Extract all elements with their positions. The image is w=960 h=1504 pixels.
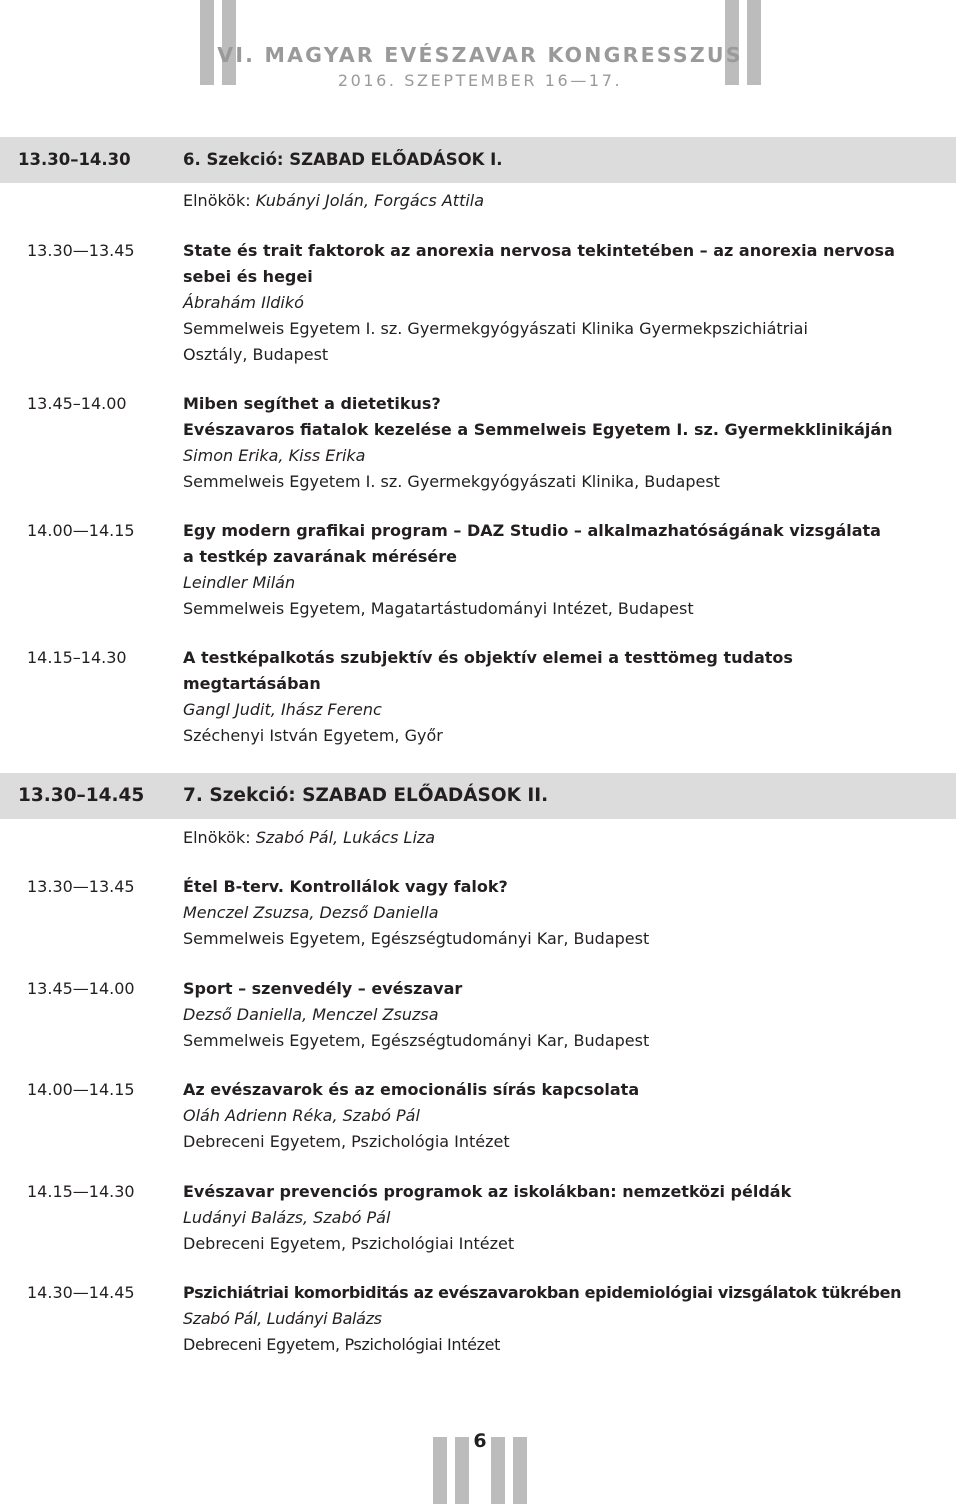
talk-title: sebei és hegei (183, 267, 313, 286)
page-number: 6 (473, 1430, 487, 1452)
chairs-label: Elnökök: (183, 191, 251, 210)
talk-institution: Osztály, Budapest (183, 345, 329, 364)
talk-institution: Debreceni Egyetem, Pszichológiai Intézet (183, 1335, 501, 1354)
talk-time: 13.45–14.00 (27, 394, 127, 413)
talk-title: Pszichiátriai komorbiditás az evészavarokban epidemiológiai vizsgálatok tükrében (183, 1283, 902, 1302)
section-header (0, 137, 956, 183)
congress-date: 2016. SZEPTEMBER 16—17. (337, 71, 623, 90)
talk-institution: Debreceni Egyetem, Pszichológia Intézet (183, 1132, 510, 1151)
talk-title: Evészavaros fiatalok kezelése a Semmelweis Egyetem I. sz. Gyermekklinikáján (183, 420, 893, 439)
talk-time: 13.30—13.45 (27, 877, 135, 896)
talk-title: Miben segíthet a dietetikus? (183, 394, 441, 413)
talk-authors: Ábrahám Ildikó (183, 293, 304, 312)
talk-authors: Ludányi Balázs, Szabó Pál (183, 1208, 391, 1227)
talk-title: megtartásában (183, 674, 321, 693)
talk-title: A testképalkotás szubjektív és objektív elemei a testtömeg tudatos (183, 648, 793, 667)
talk-title: Az evészavarok és az emocionális sírás kapcsolata (183, 1080, 640, 1099)
talk-time: 13.30—13.45 (27, 241, 135, 260)
chairs-label: Elnökök: (183, 828, 251, 847)
talk-authors: Menczel Zsuzsa, Dezső Daniella (183, 903, 439, 922)
talk-institution: Semmelweis Egyetem I. sz. Gyermekgyógyászati Klinika Gyermekpszichiátriai (183, 319, 808, 338)
talk-authors: Gangl Judit, Ihász Ferenc (183, 700, 382, 719)
talk-time: 14.00—14.15 (27, 521, 135, 540)
talk-institution: Semmelweis Egyetem I. sz. Gyermekgyógyászati Klinika, Budapest (183, 472, 720, 491)
talk-title: Egy modern grafikai program – DAZ Studio – alkalmazhatóságának vizsgálata (183, 521, 881, 540)
talk-time: 14.15—14.30 (27, 1182, 135, 1201)
section-time: 13.30–14.45 (18, 785, 145, 806)
section-chairs (183, 825, 435, 851)
section-title: 7. Szekció: SZABAD ELŐADÁSOK II. (183, 785, 549, 806)
talk-authors: Szabó Pál, Ludányi Balázs (183, 1309, 382, 1328)
talk-authors: Dezső Daniella, Menczel Zsuzsa (183, 1005, 439, 1024)
page-header (0, 42, 960, 92)
talk-time: 14.00—14.15 (27, 1080, 135, 1099)
talk-time: 14.30—14.45 (27, 1283, 135, 1302)
talk-title: a testkép zavarának mérésére (183, 547, 457, 566)
talk-time: 13.45—14.00 (27, 979, 135, 998)
talk-title: State és trait faktorok az anorexia nervosa tekintetében – az anorexia nervosa (183, 241, 895, 260)
chairs-names: Szabó Pál, Lukács Liza (255, 828, 436, 847)
talk-title: Étel B-terv. Kontrollálok vagy falok? (183, 877, 508, 896)
section-chairs (183, 188, 484, 214)
congress-title: VI. MAGYAR EVÉSZAVAR KONGRESSZUS (217, 43, 743, 67)
section-title: 6. Szekció: SZABAD ELŐADÁSOK I. (183, 150, 503, 169)
section-header (0, 773, 956, 819)
talk-institution: Semmelweis Egyetem, Egészségtudományi Kar, Budapest (183, 929, 650, 948)
section-time: 13.30–14.30 (18, 150, 131, 169)
chairs-names: Kubányi Jolán, Forgács Attila (255, 191, 485, 210)
talk-time: 14.15–14.30 (27, 648, 127, 667)
talk-title: Sport – szenvedély – evészavar (183, 979, 463, 998)
talk-institution: Debreceni Egyetem, Pszichológiai Intézet (183, 1234, 515, 1253)
talk-title: Evészavar prevenciós programok az iskolákban: nemzetközi példák (183, 1182, 792, 1201)
talk-authors: Simon Erika, Kiss Erika (183, 446, 366, 465)
talk-institution: Széchenyi István Egyetem, Győr (183, 726, 443, 745)
talk-authors: Leindler Milán (183, 573, 296, 592)
talk-institution: Semmelweis Egyetem, Magatartástudományi Intézet, Budapest (183, 599, 694, 618)
talk-institution: Semmelweis Egyetem, Egészségtudományi Kar, Budapest (183, 1031, 650, 1050)
talk-authors: Oláh Adrienn Réka, Szabó Pál (183, 1106, 420, 1125)
